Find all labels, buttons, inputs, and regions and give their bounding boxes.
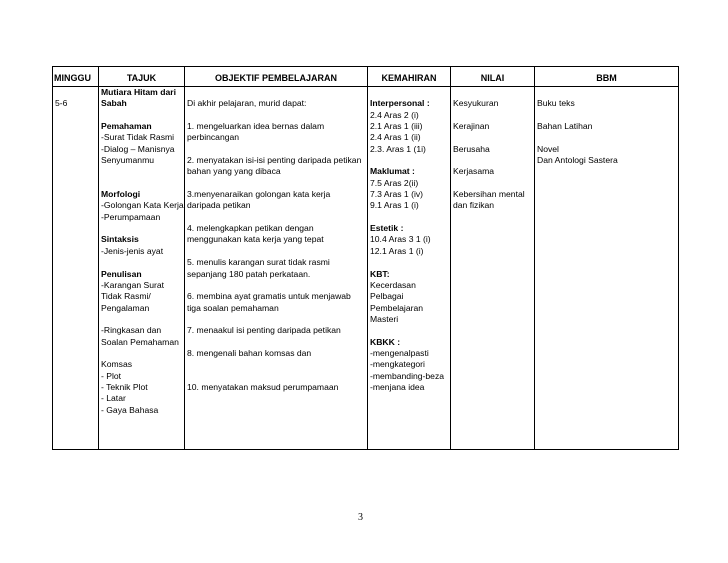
minggu-line: 5-6 bbox=[55, 98, 68, 109]
objektif-line: bahan yang yang dibaca bbox=[187, 166, 281, 177]
kemahiran-line: Pembelajaran bbox=[370, 302, 424, 313]
objektif-line: sepanjang 180 patah perkataan. bbox=[187, 268, 311, 279]
kemahiran-line: Masteri bbox=[370, 313, 399, 324]
objektif-line: 1. mengeluarkan idea bernas dalam bbox=[187, 121, 325, 132]
tajuk-line: Mutiara Hitam dari bbox=[101, 87, 176, 97]
tajuk-line: Morfologi bbox=[101, 189, 141, 200]
objektif-line: 5. menulis karangan surat tidak rasmi bbox=[187, 257, 330, 268]
kemahiran-line: Estetik : bbox=[370, 223, 404, 234]
objektif-line bbox=[187, 337, 365, 348]
objektif-line bbox=[187, 280, 365, 291]
objektif-line bbox=[187, 178, 365, 189]
tajuk-line: Sintaksis bbox=[101, 234, 139, 245]
bbm-line: Bahan Latihan bbox=[537, 121, 593, 132]
tajuk-line: Senyumanmu bbox=[101, 155, 155, 166]
objektif-line bbox=[187, 314, 365, 325]
table-header-row bbox=[53, 67, 679, 87]
tajuk-line bbox=[101, 348, 182, 359]
kemahiran-line: 12.1 Aras 1 (i) bbox=[370, 245, 424, 256]
kemahiran-line: KBKK : bbox=[370, 336, 401, 347]
objektif-line: tiga soalan pemahaman bbox=[187, 302, 279, 313]
objektif-line bbox=[187, 212, 365, 223]
objektif-line bbox=[187, 144, 365, 155]
tajuk-line bbox=[101, 178, 182, 189]
tajuk-line bbox=[101, 223, 182, 234]
nilai-line: Kerajinan bbox=[453, 121, 490, 132]
nilai-line: Kesyukuran bbox=[453, 98, 499, 109]
kemahiran-line: Kecerdasan bbox=[370, 279, 416, 290]
cell-objektif bbox=[185, 87, 368, 450]
header-kemahiran: KEMAHIRAN bbox=[368, 67, 451, 87]
kemahiran-line: -mengkategori bbox=[370, 359, 425, 370]
header-nilai: NILAI bbox=[451, 67, 535, 87]
nilai-line: Berusaha bbox=[453, 143, 490, 154]
kemahiran-line bbox=[370, 257, 448, 268]
kemahiran-line: 7.5 Aras 2(ii) bbox=[370, 177, 419, 188]
tajuk-line: Penulisan bbox=[101, 268, 142, 279]
nilai-line bbox=[453, 87, 532, 98]
tajuk-line: -Dialog – Manisnya bbox=[101, 143, 175, 154]
tajuk-line bbox=[101, 166, 182, 177]
tajuk-line bbox=[101, 110, 182, 121]
page-number: 3 bbox=[358, 512, 363, 523]
objektif-line: perbincangan bbox=[187, 132, 240, 143]
tajuk-line bbox=[101, 314, 182, 325]
tajuk-line: -Karangan Surat bbox=[101, 279, 165, 290]
bbm-line: Dan Antologi Sastera bbox=[537, 155, 618, 166]
bbm-line bbox=[537, 132, 676, 143]
kemahiran-line: -membanding-beza bbox=[370, 370, 445, 381]
tajuk-line: Pemahaman bbox=[101, 121, 152, 132]
kemahiran-line: 2.3. Aras 1 (1i) bbox=[370, 143, 426, 154]
tajuk-line: -Surat Tidak Rasmi bbox=[101, 132, 175, 143]
tajuk-line: Komsas bbox=[101, 359, 133, 370]
kemahiran-line: Pelbagai bbox=[370, 291, 404, 302]
objektif-line: 10. menyatakan maksud perumpamaan bbox=[187, 381, 339, 392]
tajuk-line: - Latar bbox=[101, 393, 126, 404]
header-bbm: BBM bbox=[535, 67, 679, 87]
tajuk-line: Pengalaman bbox=[101, 302, 150, 313]
lesson-plan-table bbox=[52, 66, 679, 450]
tajuk-line: -Ringkasan dan bbox=[101, 325, 162, 336]
nilai-line bbox=[453, 178, 532, 189]
kemahiran-line: 10.4 Aras 3 1 (i) bbox=[370, 234, 431, 245]
objektif-line bbox=[187, 359, 365, 370]
objektif-line bbox=[187, 110, 365, 121]
minggu-line bbox=[55, 87, 96, 98]
cell-minggu bbox=[53, 87, 99, 450]
objektif-line: menggunakan kata kerja yang tepat bbox=[187, 234, 324, 245]
objektif-line bbox=[187, 246, 365, 257]
objektif-line bbox=[187, 371, 365, 382]
kemahiran-line: Maklumat : bbox=[370, 166, 415, 177]
nilai-line bbox=[453, 132, 532, 143]
kemahiran-line bbox=[370, 87, 448, 98]
kemahiran-line: -menjana idea bbox=[370, 381, 425, 392]
kemahiran-line bbox=[370, 212, 448, 223]
tajuk-line: -Jenis-jenis ayat bbox=[101, 245, 164, 256]
tajuk-line: Sabah bbox=[101, 98, 127, 109]
kemahiran-line bbox=[370, 325, 448, 336]
nilai-line bbox=[453, 155, 532, 166]
header-tajuk: TAJUK bbox=[99, 67, 185, 87]
kemahiran-line: 2.4 Aras 2 (i) bbox=[370, 109, 419, 120]
cell-nilai bbox=[451, 87, 535, 450]
kemahiran-line: 2.4 Aras 1 (ii) bbox=[370, 132, 421, 143]
cell-bbm bbox=[535, 87, 679, 450]
tajuk-line: -Perumpamaan bbox=[101, 211, 161, 222]
kemahiran-line: -mengenalpasti bbox=[370, 347, 429, 358]
nilai-line: Kebersihan mental bbox=[453, 189, 525, 200]
nilai-line: dan fizikan bbox=[453, 200, 495, 211]
objektif-line bbox=[187, 87, 365, 98]
kemahiran-line: 7.3 Aras 1 (iv) bbox=[370, 189, 424, 200]
nilai-line bbox=[453, 110, 532, 121]
bbm-line: Buku teks bbox=[537, 98, 575, 109]
objektif-line: 7. menaakul isi penting daripada petikan bbox=[187, 325, 341, 336]
bbm-line bbox=[537, 110, 676, 121]
bbm-line bbox=[537, 87, 676, 98]
table-row bbox=[53, 87, 679, 450]
header-minggu: MINGGU bbox=[53, 67, 99, 87]
objektif-line: daripada petikan bbox=[187, 200, 251, 211]
nilai-line: Kerjasama bbox=[453, 166, 495, 177]
tajuk-line: Soalan Pemahaman bbox=[101, 336, 179, 347]
objektif-line: Di akhir pelajaran, murid dapat: bbox=[187, 98, 307, 109]
bbm-line: Novel bbox=[537, 143, 559, 154]
objektif-line: 3.menyenaraikan golongan kata kerja bbox=[187, 189, 331, 200]
tajuk-line bbox=[101, 257, 182, 268]
header-objektif-pembelajaran: OBJEKTIF PEMBELAJARAN bbox=[185, 67, 368, 87]
tajuk-line: Tidak Rasmi/ bbox=[101, 291, 151, 302]
objektif-line: 2. menyatakan isi-isi penting daripada petikan bbox=[187, 155, 362, 166]
tajuk-line: -Golongan Kata Kerja bbox=[101, 200, 184, 211]
kemahiran-line: Interpersonal : bbox=[370, 98, 430, 109]
kemahiran-line bbox=[370, 155, 448, 166]
cell-kemahiran bbox=[368, 87, 451, 450]
kemahiran-line: 2.1 Aras 1 (iii) bbox=[370, 121, 423, 132]
cell-tajuk bbox=[99, 87, 185, 450]
objektif-line: 6. membina ayat gramatis untuk menjawab bbox=[187, 291, 351, 302]
objektif-line: 8. mengenali bahan komsas dan bbox=[187, 347, 312, 358]
tajuk-line: - Gaya Bahasa bbox=[101, 404, 159, 415]
kemahiran-line: 9.1 Aras 1 (i) bbox=[370, 200, 419, 211]
objektif-line: 4. melengkapkan petikan dengan bbox=[187, 223, 314, 234]
kemahiran-line: KBT: bbox=[370, 268, 390, 279]
tajuk-line: - Plot bbox=[101, 370, 122, 381]
tajuk-line: - Teknik Plot bbox=[101, 381, 148, 392]
